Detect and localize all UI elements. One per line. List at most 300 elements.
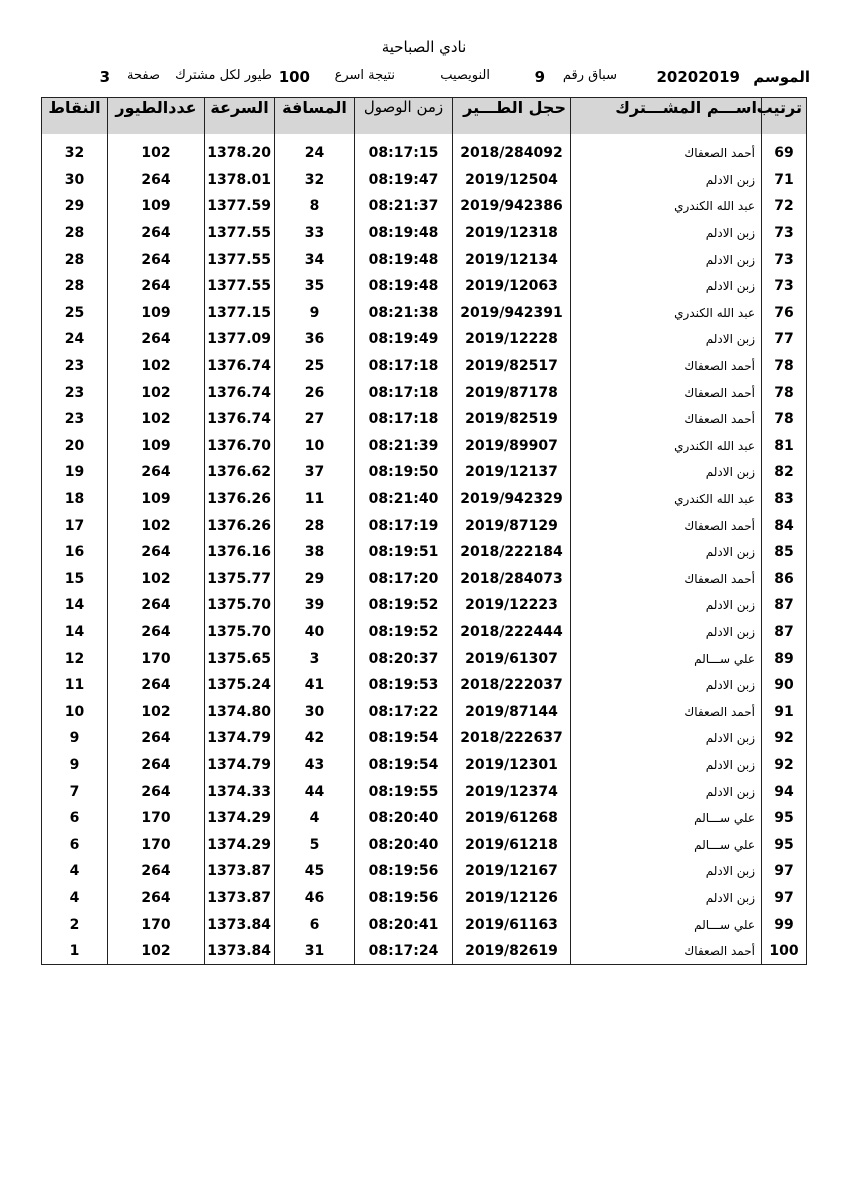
cell-speed: 1377.09 (205, 326, 275, 353)
col-arrival: زمن الوصول (355, 98, 453, 135)
race-name: النويصيب (440, 68, 490, 83)
cell-speed: 1378.01 (205, 167, 275, 194)
cell-arrival: 08:19:50 (355, 459, 453, 486)
cell-speed: 1375.24 (205, 672, 275, 699)
cell-arrival: 08:19:52 (355, 592, 453, 619)
cell-distance: 42 (275, 725, 355, 752)
cell-distance: 31 (275, 938, 355, 965)
cell-member: زبن الادلم (571, 539, 762, 566)
cell-ring: 2019/61218 (453, 831, 571, 858)
cell-ring: 2019/12223 (453, 592, 571, 619)
cell-member: علي ســـالم (571, 645, 762, 672)
cell-arrival: 08:21:40 (355, 486, 453, 513)
cell-member: زبن الادلم (571, 885, 762, 912)
cell-arrival: 08:21:38 (355, 300, 453, 327)
cell-member: زبن الادلم (571, 858, 762, 885)
cell-points: 9 (42, 725, 108, 752)
cell-ring: 2018/222184 (453, 539, 571, 566)
cell-rank: 92 (762, 725, 807, 752)
cell-member: زبن الادلم (571, 326, 762, 353)
cell-distance: 39 (275, 592, 355, 619)
cell-rank: 82 (762, 459, 807, 486)
cell-distance: 45 (275, 858, 355, 885)
cell-rank: 73 (762, 273, 807, 300)
table-row (42, 193, 807, 220)
cell-arrival: 08:20:40 (355, 831, 453, 858)
cell-speed: 1373.87 (205, 858, 275, 885)
cell-rank: 100 (762, 938, 807, 965)
cell-arrival: 08:19:47 (355, 167, 453, 194)
result-label: نتيجة اسرع (334, 68, 395, 83)
cell-speed: 1375.70 (205, 592, 275, 619)
cell-rank: 86 (762, 566, 807, 593)
results-body (42, 140, 807, 965)
table-row (42, 645, 807, 672)
cell-arrival: 08:17:22 (355, 698, 453, 725)
cell-distance: 43 (275, 752, 355, 779)
cell-member: زبن الادلم (571, 246, 762, 273)
cell-birds: 102 (108, 698, 205, 725)
cell-arrival: 08:17:15 (355, 140, 453, 167)
cell-arrival: 08:17:24 (355, 938, 453, 965)
table-row (42, 140, 807, 167)
cell-birds: 264 (108, 220, 205, 247)
cell-speed: 1374.79 (205, 752, 275, 779)
cell-arrival: 08:19:52 (355, 619, 453, 646)
cell-rank: 91 (762, 698, 807, 725)
cell-member: زبن الادلم (571, 592, 762, 619)
cell-member: أحمد الصعفاك (571, 379, 762, 406)
cell-speed: 1376.26 (205, 512, 275, 539)
cell-member: زبن الادلم (571, 459, 762, 486)
cell-member: زبن الادلم (571, 273, 762, 300)
cell-ring: 2019/12318 (453, 220, 571, 247)
race-label: سباق رقم (562, 68, 617, 83)
per-member-label: طيور لكل مشترك (175, 68, 272, 83)
cell-points: 23 (42, 379, 108, 406)
cell-ring: 2019/12504 (453, 167, 571, 194)
table-row (42, 566, 807, 593)
cell-birds: 170 (108, 831, 205, 858)
cell-birds: 109 (108, 433, 205, 460)
cell-ring: 2019/942391 (453, 300, 571, 327)
cell-member: عبد الله الكندري (571, 193, 762, 220)
cell-ring: 2019/61307 (453, 645, 571, 672)
cell-speed: 1377.59 (205, 193, 275, 220)
table-row (42, 512, 807, 539)
cell-points: 6 (42, 805, 108, 832)
cell-member: زبن الادلم (571, 619, 762, 646)
cell-arrival: 08:17:19 (355, 512, 453, 539)
cell-speed: 1374.79 (205, 725, 275, 752)
cell-ring: 2018/222037 (453, 672, 571, 699)
cell-arrival: 08:20:41 (355, 911, 453, 938)
cell-member: أحمد الصعفاك (571, 938, 762, 965)
cell-ring: 2018/284073 (453, 566, 571, 593)
table-row (42, 300, 807, 327)
cell-distance: 36 (275, 326, 355, 353)
cell-member: أحمد الصعفاك (571, 512, 762, 539)
cell-distance: 6 (275, 911, 355, 938)
cell-ring: 2019/61268 (453, 805, 571, 832)
table-row (42, 379, 807, 406)
cell-arrival: 08:19:56 (355, 885, 453, 912)
cell-points: 9 (42, 752, 108, 779)
table-row (42, 778, 807, 805)
cell-ring: 2018/222444 (453, 619, 571, 646)
cell-rank: 92 (762, 752, 807, 779)
cell-ring: 2019/89907 (453, 433, 571, 460)
cell-points: 1 (42, 938, 108, 965)
cell-arrival: 08:19:54 (355, 725, 453, 752)
cell-distance: 29 (275, 566, 355, 593)
table-row (42, 459, 807, 486)
cell-points: 25 (42, 300, 108, 327)
cell-member: عبد الله الكندري (571, 433, 762, 460)
cell-member: أحمد الصعفاك (571, 353, 762, 380)
table-row (42, 167, 807, 194)
results-table (41, 97, 807, 965)
cell-points: 32 (42, 140, 108, 167)
cell-arrival: 08:19:54 (355, 752, 453, 779)
cell-speed: 1377.55 (205, 246, 275, 273)
cell-points: 14 (42, 592, 108, 619)
cell-rank: 85 (762, 539, 807, 566)
cell-distance: 41 (275, 672, 355, 699)
cell-speed: 1376.62 (205, 459, 275, 486)
cell-birds: 264 (108, 619, 205, 646)
cell-ring: 2019/942386 (453, 193, 571, 220)
table-row (42, 619, 807, 646)
col-ring: حجل الطـــير (453, 98, 571, 135)
cell-arrival: 08:19:48 (355, 273, 453, 300)
cell-speed: 1374.33 (205, 778, 275, 805)
cell-member: أحمد الصعفاك (571, 566, 762, 593)
cell-ring: 2019/61163 (453, 911, 571, 938)
cell-birds: 264 (108, 326, 205, 353)
cell-ring: 2019/12301 (453, 752, 571, 779)
table-row (42, 246, 807, 273)
cell-arrival: 08:17:18 (355, 379, 453, 406)
cell-distance: 10 (275, 433, 355, 460)
cell-points: 6 (42, 831, 108, 858)
table-row (42, 220, 807, 247)
table-row (42, 938, 807, 965)
cell-distance: 5 (275, 831, 355, 858)
cell-rank: 71 (762, 167, 807, 194)
table-row (42, 725, 807, 752)
cell-birds: 264 (108, 858, 205, 885)
cell-birds: 170 (108, 805, 205, 832)
cell-ring: 2019/12228 (453, 326, 571, 353)
cell-distance: 32 (275, 167, 355, 194)
cell-points: 24 (42, 326, 108, 353)
cell-rank: 81 (762, 433, 807, 460)
cell-rank: 69 (762, 140, 807, 167)
cell-birds: 264 (108, 167, 205, 194)
table-row (42, 698, 807, 725)
cell-ring: 2018/222637 (453, 725, 571, 752)
table-row (42, 406, 807, 433)
cell-points: 4 (42, 858, 108, 885)
cell-speed: 1377.55 (205, 220, 275, 247)
cell-points: 14 (42, 619, 108, 646)
table-row (42, 592, 807, 619)
cell-points: 28 (42, 246, 108, 273)
cell-points: 30 (42, 167, 108, 194)
cell-rank: 87 (762, 619, 807, 646)
cell-member: أحمد الصعفاك (571, 698, 762, 725)
table-row (42, 911, 807, 938)
cell-rank: 90 (762, 672, 807, 699)
cell-speed: 1376.70 (205, 433, 275, 460)
cell-arrival: 08:19:51 (355, 539, 453, 566)
cell-points: 17 (42, 512, 108, 539)
col-points: النقاط (42, 98, 108, 135)
cell-speed: 1377.55 (205, 273, 275, 300)
cell-speed: 1374.29 (205, 805, 275, 832)
cell-birds: 264 (108, 459, 205, 486)
cell-points: 23 (42, 406, 108, 433)
cell-birds: 102 (108, 512, 205, 539)
cell-arrival: 08:17:20 (355, 566, 453, 593)
table-row (42, 672, 807, 699)
cell-distance: 38 (275, 539, 355, 566)
cell-rank: 78 (762, 353, 807, 380)
cell-birds: 102 (108, 379, 205, 406)
cell-points: 28 (42, 273, 108, 300)
cell-member: زبن الادلم (571, 220, 762, 247)
cell-birds: 102 (108, 566, 205, 593)
cell-points: 12 (42, 645, 108, 672)
cell-speed: 1376.74 (205, 406, 275, 433)
cell-ring: 2019/82619 (453, 938, 571, 965)
cell-speed: 1373.84 (205, 938, 275, 965)
race-number: 9 (534, 68, 545, 86)
cell-points: 23 (42, 353, 108, 380)
cell-birds: 102 (108, 140, 205, 167)
cell-speed: 1374.80 (205, 698, 275, 725)
cell-speed: 1376.16 (205, 539, 275, 566)
cell-arrival: 08:19:55 (355, 778, 453, 805)
cell-points: 19 (42, 459, 108, 486)
cell-arrival: 08:19:48 (355, 220, 453, 247)
col-member: اســـم المشـــترك (571, 98, 762, 135)
cell-ring: 2019/12374 (453, 778, 571, 805)
table-row (42, 805, 807, 832)
cell-points: 29 (42, 193, 108, 220)
table-row (42, 273, 807, 300)
cell-birds: 109 (108, 486, 205, 513)
table-row (42, 831, 807, 858)
cell-distance: 40 (275, 619, 355, 646)
cell-birds: 102 (108, 353, 205, 380)
cell-ring: 2019/12134 (453, 246, 571, 273)
cell-rank: 78 (762, 379, 807, 406)
cell-member: علي ســـالم (571, 805, 762, 832)
cell-distance: 9 (275, 300, 355, 327)
cell-arrival: 08:19:48 (355, 246, 453, 273)
cell-member: زبن الادلم (571, 672, 762, 699)
cell-distance: 44 (275, 778, 355, 805)
cell-distance: 8 (275, 193, 355, 220)
cell-points: 18 (42, 486, 108, 513)
col-rank: ترتيب (762, 98, 807, 135)
table-row (42, 433, 807, 460)
cell-birds: 109 (108, 193, 205, 220)
cell-speed: 1375.70 (205, 619, 275, 646)
cell-member: زبن الادلم (571, 752, 762, 779)
cell-distance: 28 (275, 512, 355, 539)
cell-birds: 264 (108, 752, 205, 779)
cell-ring: 2019/12126 (453, 885, 571, 912)
cell-ring: 2019/12137 (453, 459, 571, 486)
cell-birds: 264 (108, 592, 205, 619)
club-title: نادي الصباحية (381, 38, 467, 56)
cell-distance: 11 (275, 486, 355, 513)
cell-birds: 264 (108, 885, 205, 912)
cell-rank: 89 (762, 645, 807, 672)
cell-arrival: 08:21:37 (355, 193, 453, 220)
cell-birds: 264 (108, 273, 205, 300)
cell-member: عبد الله الكندري (571, 486, 762, 513)
cell-rank: 72 (762, 193, 807, 220)
cell-distance: 35 (275, 273, 355, 300)
cell-ring: 2019/82519 (453, 406, 571, 433)
table-row (42, 353, 807, 380)
cell-arrival: 08:20:37 (355, 645, 453, 672)
cell-distance: 37 (275, 459, 355, 486)
cell-rank: 95 (762, 805, 807, 832)
cell-ring: 2019/12167 (453, 858, 571, 885)
cell-points: 11 (42, 672, 108, 699)
race-meta (40, 68, 810, 92)
cell-ring: 2019/87178 (453, 379, 571, 406)
cell-rank: 94 (762, 778, 807, 805)
cell-speed: 1378.20 (205, 140, 275, 167)
cell-distance: 24 (275, 140, 355, 167)
cell-distance: 34 (275, 246, 355, 273)
cell-distance: 30 (275, 698, 355, 725)
cell-member: علي ســـالم (571, 911, 762, 938)
cell-distance: 4 (275, 805, 355, 832)
table-row (42, 539, 807, 566)
table-row (42, 486, 807, 513)
cell-rank: 97 (762, 885, 807, 912)
cell-distance: 3 (275, 645, 355, 672)
cell-arrival: 08:17:18 (355, 406, 453, 433)
table-row (42, 858, 807, 885)
cell-arrival: 08:20:40 (355, 805, 453, 832)
cell-arrival: 08:19:49 (355, 326, 453, 353)
col-birds: عددالطيور (108, 98, 205, 135)
table-row (42, 752, 807, 779)
cell-rank: 99 (762, 911, 807, 938)
season-label: الموسم (753, 68, 810, 86)
cell-speed: 1376.74 (205, 379, 275, 406)
cell-speed: 1375.65 (205, 645, 275, 672)
cell-rank: 76 (762, 300, 807, 327)
cell-speed: 1373.84 (205, 911, 275, 938)
cell-points: 15 (42, 566, 108, 593)
cell-distance: 46 (275, 885, 355, 912)
cell-ring: 2019/942329 (453, 486, 571, 513)
birds-count: 100 (278, 68, 310, 86)
cell-points: 7 (42, 778, 108, 805)
cell-distance: 33 (275, 220, 355, 247)
cell-rank: 84 (762, 512, 807, 539)
cell-distance: 26 (275, 379, 355, 406)
table-header (42, 98, 807, 135)
cell-member: أحمد الصعفاك (571, 140, 762, 167)
cell-arrival: 08:19:53 (355, 672, 453, 699)
cell-birds: 264 (108, 246, 205, 273)
cell-birds: 264 (108, 725, 205, 752)
cell-rank: 95 (762, 831, 807, 858)
page-number: 3 (99, 68, 110, 86)
cell-member: زبن الادلم (571, 725, 762, 752)
cell-rank: 78 (762, 406, 807, 433)
cell-distance: 25 (275, 353, 355, 380)
cell-rank: 97 (762, 858, 807, 885)
cell-arrival: 08:17:18 (355, 353, 453, 380)
cell-member: زبن الادلم (571, 778, 762, 805)
cell-speed: 1374.29 (205, 831, 275, 858)
cell-birds: 264 (108, 672, 205, 699)
cell-ring: 2018/284092 (453, 140, 571, 167)
cell-speed: 1375.77 (205, 566, 275, 593)
cell-ring: 2019/87144 (453, 698, 571, 725)
cell-points: 2 (42, 911, 108, 938)
cell-rank: 83 (762, 486, 807, 513)
cell-birds: 102 (108, 406, 205, 433)
cell-birds: 264 (108, 539, 205, 566)
table-row (42, 326, 807, 353)
season-value: 20202019 (656, 68, 740, 86)
cell-distance: 27 (275, 406, 355, 433)
cell-points: 20 (42, 433, 108, 460)
cell-birds: 170 (108, 911, 205, 938)
col-distance: المسافة (275, 98, 355, 135)
cell-member: أحمد الصعفاك (571, 406, 762, 433)
cell-points: 16 (42, 539, 108, 566)
table-row (42, 885, 807, 912)
cell-rank: 73 (762, 246, 807, 273)
cell-speed: 1373.87 (205, 885, 275, 912)
cell-member: علي ســـالم (571, 831, 762, 858)
cell-member: زبن الادلم (571, 167, 762, 194)
cell-rank: 73 (762, 220, 807, 247)
cell-arrival: 08:19:56 (355, 858, 453, 885)
cell-ring: 2019/82517 (453, 353, 571, 380)
cell-points: 28 (42, 220, 108, 247)
cell-points: 4 (42, 885, 108, 912)
cell-rank: 87 (762, 592, 807, 619)
cell-birds: 102 (108, 938, 205, 965)
cell-birds: 109 (108, 300, 205, 327)
cell-rank: 77 (762, 326, 807, 353)
cell-ring: 2019/12063 (453, 273, 571, 300)
cell-member: عبد الله الكندري (571, 300, 762, 327)
cell-points: 10 (42, 698, 108, 725)
cell-birds: 170 (108, 645, 205, 672)
col-speed: السرعة (205, 98, 275, 135)
cell-speed: 1377.15 (205, 300, 275, 327)
cell-arrival: 08:21:39 (355, 433, 453, 460)
cell-speed: 1376.26 (205, 486, 275, 513)
cell-speed: 1376.74 (205, 353, 275, 380)
cell-ring: 2019/87129 (453, 512, 571, 539)
